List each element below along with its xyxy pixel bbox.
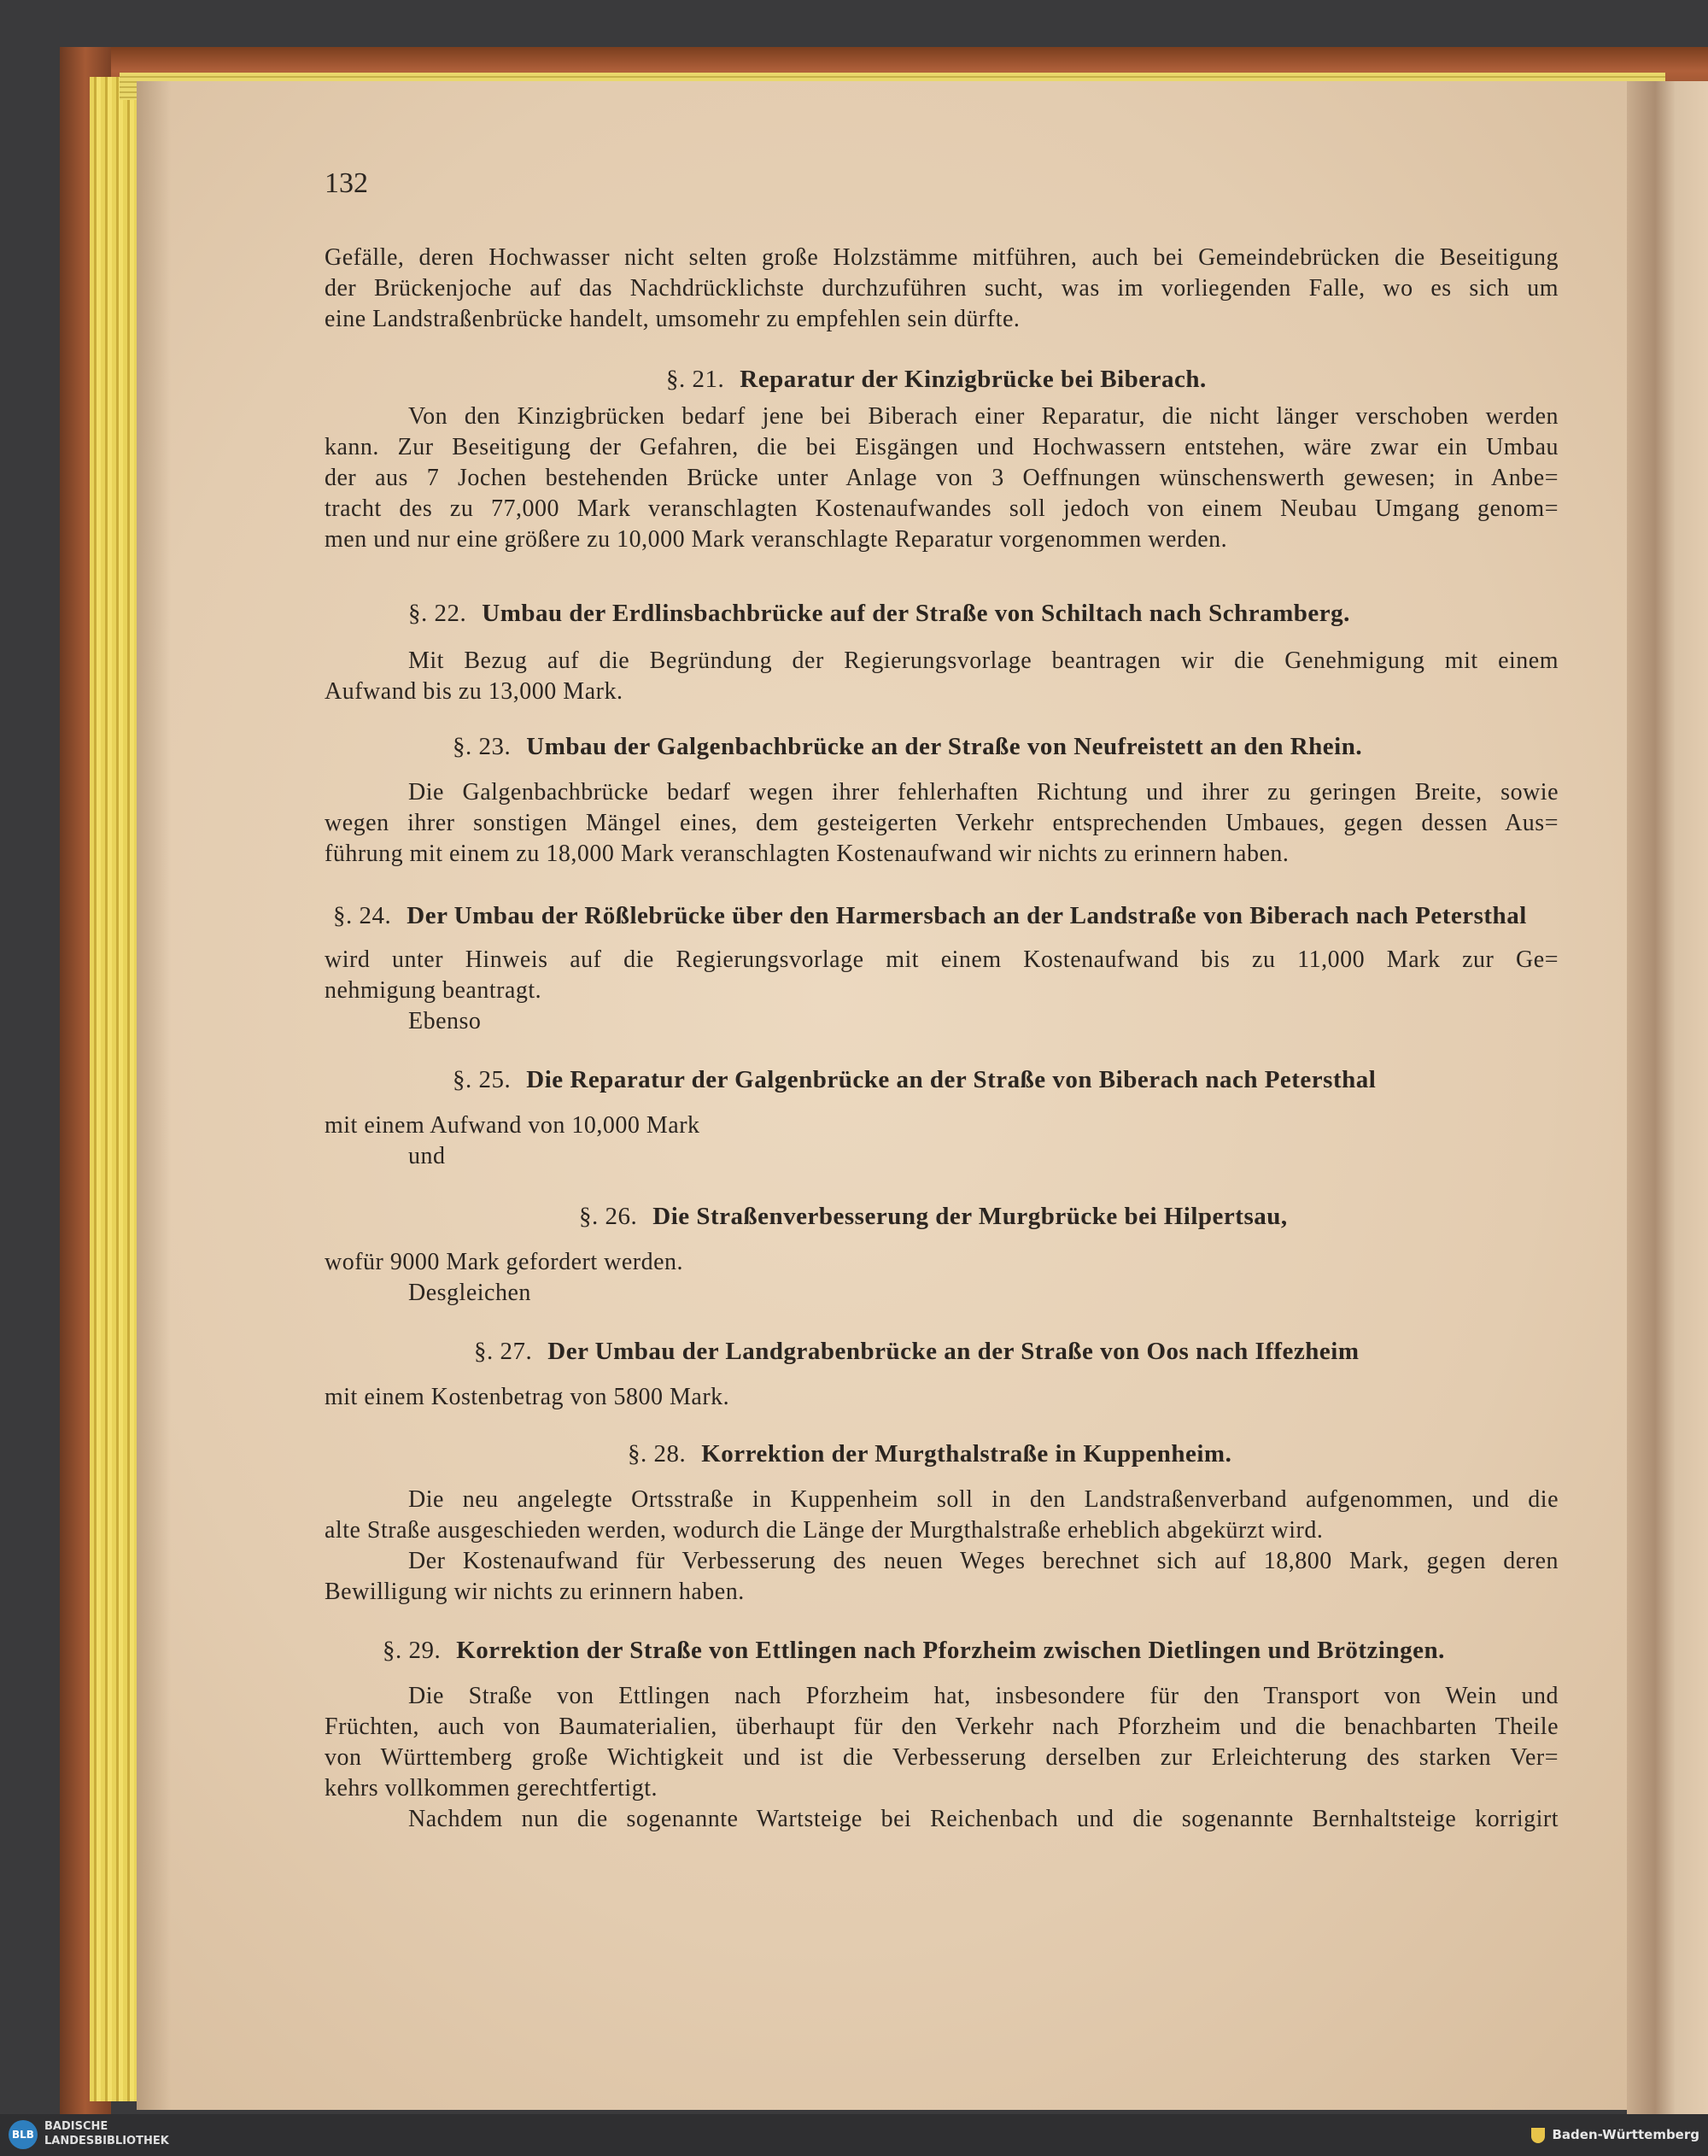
text-line: tracht des zu 77,000 Mark veranschlagten Kostenaufwandes soll jedoch von einem Neubau Umgang genom=	[325, 495, 1559, 522]
section-heading-23: §. 23. Umbau der Galgenbachbrücke an der Straße von Neufreistett an den Rhein.	[453, 733, 1363, 760]
text-line: Der Kostenaufwand für Verbesserung des neuen Weges berechnet sich auf 18,800 Mark, gegen deren	[408, 1548, 1559, 1574]
section-heading-24: §. 24. Der Umbau der Rößlebrücke über den Harmersbach an der Landstraße von Biberach nach Petersthal	[333, 902, 1527, 929]
text-line: Bewilligung wir nichts zu erinnern haben.	[325, 1579, 745, 1605]
page-number: 132	[325, 167, 368, 199]
library-name[interactable]	[44, 2119, 169, 2148]
text-line: Gefälle, deren Hochwasser nicht selten große Holzstämme mitführen, auch bei Gemeindebrücken die Beseitigung	[325, 244, 1559, 271]
text-line: Ebenso	[408, 1008, 482, 1034]
state-name: Baden-Württemberg	[1552, 2127, 1699, 2142]
text-line: men und nur eine größere zu 10,000 Mark veranschlagte Reparatur vorgenommen werden.	[325, 526, 1228, 553]
text-line: Von den Kinzigbrücken bedarf jene bei Biberach einer Reparatur, die nicht länger verschoben werden	[408, 403, 1559, 430]
text-line: kann. Zur Beseitigung der Gefahren, die bei Eisgängen und Hochwassern entstehen, wäre zwar ein Umbau	[325, 434, 1559, 460]
text-line: mit einem Aufwand von 10,000 Mark	[325, 1112, 700, 1139]
text-line: von Württemberg große Wichtigkeit und ist die Verbesserung derselben zur Erleichterung des starken Ver=	[325, 1744, 1559, 1771]
text-line: nehmigung beantragt.	[325, 977, 542, 1004]
section-heading-29: §. 29. Korrektion der Straße von Ettlingen nach Pforzheim zwischen Dietlingen und Brötzingen.	[383, 1637, 1445, 1664]
text-line: der Brückenjoche auf das Nachdrücklichste durchzuführen sucht, was im vorliegenden Falle, wo es sich um	[325, 275, 1559, 302]
text-line: Die Galgenbachbrücke bedarf wegen ihrer fehlerhaften Richtung und ihrer zu geringen Breite, sowie	[408, 779, 1559, 806]
text-line: alte Straße ausgeschieden werden, wodurch die Länge der Murgthalstraße erheblich abgekürzt wird.	[325, 1517, 1324, 1544]
blb-logo-icon[interactable]: BLB	[9, 2120, 38, 2149]
section-heading-27: §. 27. Der Umbau der Landgrabenbrücke an der Straße von Oos nach Iffezheim	[474, 1338, 1360, 1365]
section-heading-21: §. 21. Reparatur der Kinzigbrücke bei Biberach.	[666, 366, 1207, 393]
section-heading-28: §. 28. Korrektion der Murgthalstraße in Kuppenheim.	[628, 1440, 1232, 1468]
book-gutter	[1627, 81, 1708, 2114]
text-line: wegen ihrer sonstigen Mängel eines, dem gesteigerten Verkehr entsprechenden Umbaues, gegen dessen Aus=	[325, 810, 1559, 836]
text-line: Mit Bezug auf die Begründung der Regierungsvorlage beantragen wir die Genehmigung mit einem	[408, 647, 1559, 674]
library-name-line2: LANDESBIBLIOTHEK	[44, 2135, 169, 2147]
section-heading-26: §. 26. Die Straßenverbesserung der Murgbrücke bei Hilpertsau,	[579, 1203, 1288, 1230]
text-line: wird unter Hinweis auf die Regierungsvorlage mit einem Kostenaufwand bis zu 11,000 Mark zur Ge=	[325, 946, 1559, 973]
section-heading-25: §. 25. Die Reparatur der Galgenbrücke an der Straße von Biberach nach Petersthal	[453, 1066, 1377, 1093]
text-line: Nachdem nun die sogenannte Wartsteige bei Reichenbach und die sogenannte Bernhaltsteige korrigirt	[408, 1806, 1559, 1832]
text-line: mit einem Kostenbetrag von 5800 Mark.	[325, 1384, 730, 1410]
text-line: führung mit einem zu 18,000 Mark veranschlagten Kostenaufwand wir nichts zu erinnern haben.	[325, 841, 1290, 867]
state-crest-icon	[1531, 2128, 1545, 2143]
section-heading-22: §. 22. Umbau der Erdlinsbachbrücke auf der Straße von Schiltach nach Schramberg.	[408, 600, 1350, 627]
library-name-line1: BADISCHE	[44, 2120, 108, 2133]
text-line: Die neu angelegte Ortsstraße in Kuppenheim soll in den Landstraßenverband aufgenommen, und die	[408, 1486, 1559, 1513]
page-shadow	[137, 81, 171, 2110]
text-line: kehrs vollkommen gerechtfertigt.	[325, 1775, 658, 1802]
text-line: eine Landstraßenbrücke handelt, umsomehr zu empfehlen sein dürfte.	[325, 306, 1021, 332]
text-line: und	[408, 1143, 446, 1169]
text-line: wofür 9000 Mark gefordert werden.	[325, 1249, 684, 1275]
text-line: Desgleichen	[408, 1280, 531, 1306]
text-line: der aus 7 Jochen bestehenden Brücke unter Anlage von 3 Oeffnungen wünschenswerth gewesen; in Anbe=	[325, 465, 1559, 491]
text-line: Früchten, auch von Baumaterialien, überhaupt für den Verkehr nach Pforzheim und die benachbarten Theile	[325, 1714, 1559, 1740]
state-logo[interactable]	[1531, 2127, 1699, 2143]
viewer-footer	[0, 2114, 1708, 2156]
text-line: Die Straße von Ettlingen nach Pforzheim hat, insbesondere für den Transport von Wein und	[408, 1683, 1559, 1709]
text-line: Aufwand bis zu 13,000 Mark.	[325, 678, 623, 705]
